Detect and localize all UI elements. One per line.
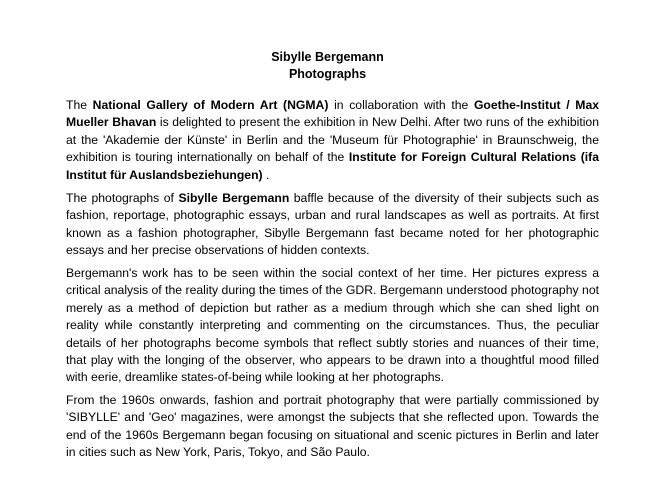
text-segment: . [262, 167, 270, 182]
paragraph-social-context [66, 265, 599, 387]
title-artist-name: Sibylle Bergemann [271, 50, 384, 64]
text-segment-bold: National Gallery of Modern Art (NGMA) [92, 98, 329, 112]
document-title [0, 49, 655, 83]
text-segment: baffle because of the diversity of their subjects such as fashion, reportage, photographic essays, urban and rural landscapes as well as portraits. At first known as a fashion photographer, Sibylle Bergemann fast became noted for her photographic essays and her precise observations of hidden contexts. [66, 191, 599, 258]
title-subtitle: Photographs [288, 67, 367, 81]
text-segment-bold: Goethe-Institut / Max Mueller Bhavan [66, 98, 600, 130]
paragraph-1960s [66, 392, 599, 462]
paragraph-photographs [66, 190, 599, 260]
text-segment: Bergemann's work has to be seen within the social context of her time. Her pictures express a critical analysis of the reality during the times of the GDR. Bergemann understood photography not merely as a method of depiction but rather as a medium through which she can shed light on reality while constantly interpreting and commenting on the circumstances. Thus, the peculiar details of her photographs become symbols that reflect subtly stories and nuances of their time, that play with the longing of the observer, who appears to be drawn into a thoughtful mood filled with eerie, dreamlike states-of-being while looking at her photographs. [66, 266, 599, 385]
text-segment-bold: Institute for Foreign Cultural Relations (ifa Institut für Auslandsbeziehungen) [66, 150, 599, 182]
paragraph-intro [66, 97, 599, 184]
text-segment: The photographs of [66, 191, 179, 205]
text-segment: The [66, 98, 93, 112]
text-segment-bold: Sibylle Bergemann [178, 191, 290, 205]
text-segment: From the 1960s onwards, fashion and portrait photography that were partially commissioned by 'SIBYLLE' and 'Geo' magazines, were amongst the subjects that she reflected upon. Towards the end of the 1960s Bergemann began focusing on situational and scenic pictures in Berlin and later in cities such as New York, Paris, Tokyo, and São Paulo. [66, 393, 599, 460]
text-segment: in collaboration with the [328, 98, 474, 112]
text-segment: is delighted to present the exhibition in New Delhi. After two runs of the exhibition at the 'Akademie der Künste' in Berlin and the 'Museum für Photographie' in Braunschweig, the exhibition is touring internationally on behalf of the [66, 115, 599, 165]
